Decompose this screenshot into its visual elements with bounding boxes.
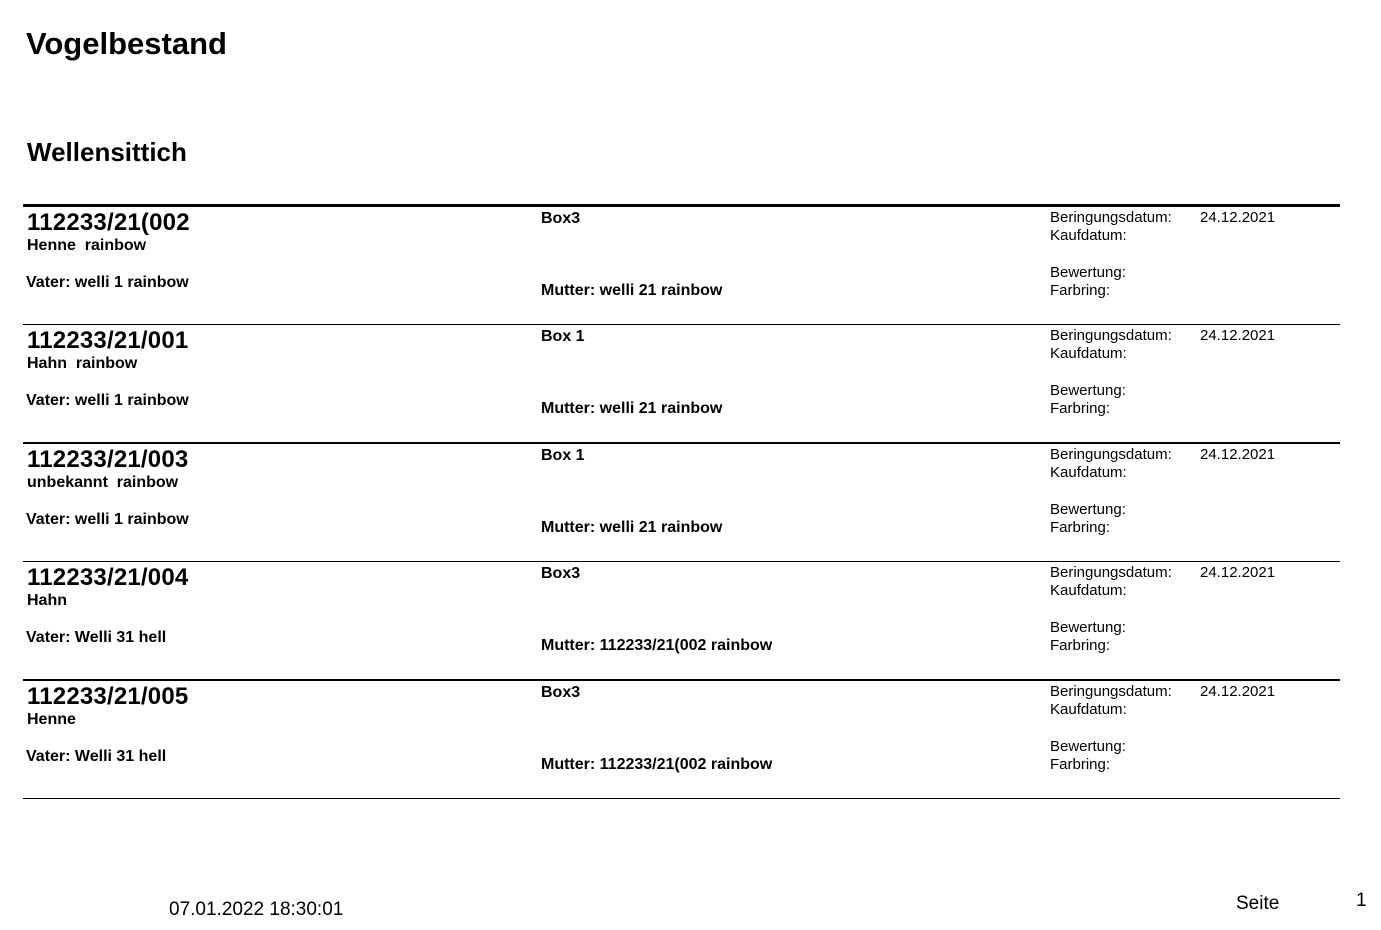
ring-number: 112233/21/001 — [27, 327, 189, 354]
box: Box3 — [541, 565, 581, 582]
mother: Mutter: welli 21 rainbow — [541, 400, 723, 417]
bird-list — [23, 207, 1340, 799]
box: Box3 — [541, 210, 581, 227]
bird-record — [23, 325, 1340, 444]
farbring-label: Farbring: — [1050, 282, 1111, 299]
bewertung-label: Bewertung: — [1050, 619, 1126, 636]
farbring-label: Farbring: — [1050, 756, 1111, 773]
bewertung-label: Bewertung: — [1050, 382, 1126, 399]
kaufdatum-label: Kaufdatum: — [1050, 582, 1127, 599]
sex-color: Henne rainbow — [27, 237, 147, 254]
bird-record — [23, 562, 1340, 681]
beringungsdatum-label: Beringungsdatum: — [1050, 327, 1172, 344]
bird-record — [23, 207, 1340, 325]
farbring-label: Farbring: — [1050, 400, 1111, 417]
box: Box 1 — [541, 447, 585, 464]
mother: Mutter: welli 21 rainbow — [541, 282, 723, 299]
bewertung-label: Bewertung: — [1050, 264, 1126, 281]
beringungsdatum-label: Beringungsdatum: — [1050, 209, 1172, 226]
mother: Mutter: 112233/21(002 rainbow — [541, 637, 773, 654]
beringungsdatum-value: 24.12.2021 — [1200, 564, 1276, 581]
ring-number: 112233/21/003 — [27, 446, 189, 473]
beringungsdatum-value: 24.12.2021 — [1200, 683, 1276, 700]
beringungsdatum-value: 24.12.2021 — [1200, 327, 1276, 344]
mother: Mutter: welli 21 rainbow — [541, 519, 723, 536]
kaufdatum-label: Kaufdatum: — [1050, 701, 1127, 718]
print-timestamp: 07.01.2022 18:30:01 — [169, 899, 344, 920]
ring-number: 112233/21/005 — [27, 683, 189, 710]
sex-color: unbekannt rainbow — [27, 474, 179, 491]
sex-color: Hahn — [27, 592, 67, 609]
bewertung-label: Bewertung: — [1050, 501, 1126, 518]
farbring-label: Farbring: — [1050, 519, 1111, 536]
page-number: 1 — [1356, 890, 1367, 911]
father: Vater: Welli 31 hell — [26, 748, 167, 765]
box: Box3 — [541, 684, 581, 701]
ring-number: 112233/21/004 — [27, 564, 189, 591]
box: Box 1 — [541, 328, 585, 345]
beringungsdatum-label: Beringungsdatum: — [1050, 683, 1172, 700]
sex-color: Henne — [27, 711, 76, 728]
father: Vater: welli 1 rainbow — [26, 511, 189, 528]
mother: Mutter: 112233/21(002 rainbow — [541, 756, 773, 773]
species-heading: Wellensittich — [27, 137, 187, 167]
ring-number: 112233/21(002 — [27, 209, 190, 236]
kaufdatum-label: Kaufdatum: — [1050, 227, 1127, 244]
page-label: Seite — [1236, 893, 1280, 914]
bird-record — [23, 681, 1340, 799]
beringungsdatum-value: 24.12.2021 — [1200, 209, 1276, 226]
bewertung-label: Bewertung: — [1050, 738, 1126, 755]
report-title: Vogelbestand — [26, 26, 227, 61]
farbring-label: Farbring: — [1050, 637, 1111, 654]
sex-color: Hahn rainbow — [27, 355, 138, 372]
father: Vater: welli 1 rainbow — [26, 274, 189, 291]
beringungsdatum-value: 24.12.2021 — [1200, 446, 1276, 463]
kaufdatum-label: Kaufdatum: — [1050, 345, 1127, 362]
kaufdatum-label: Kaufdatum: — [1050, 464, 1127, 481]
father: Vater: Welli 31 hell — [26, 629, 167, 646]
bird-record — [23, 444, 1340, 562]
beringungsdatum-label: Beringungsdatum: — [1050, 446, 1172, 463]
beringungsdatum-label: Beringungsdatum: — [1050, 564, 1172, 581]
father: Vater: welli 1 rainbow — [26, 392, 189, 409]
